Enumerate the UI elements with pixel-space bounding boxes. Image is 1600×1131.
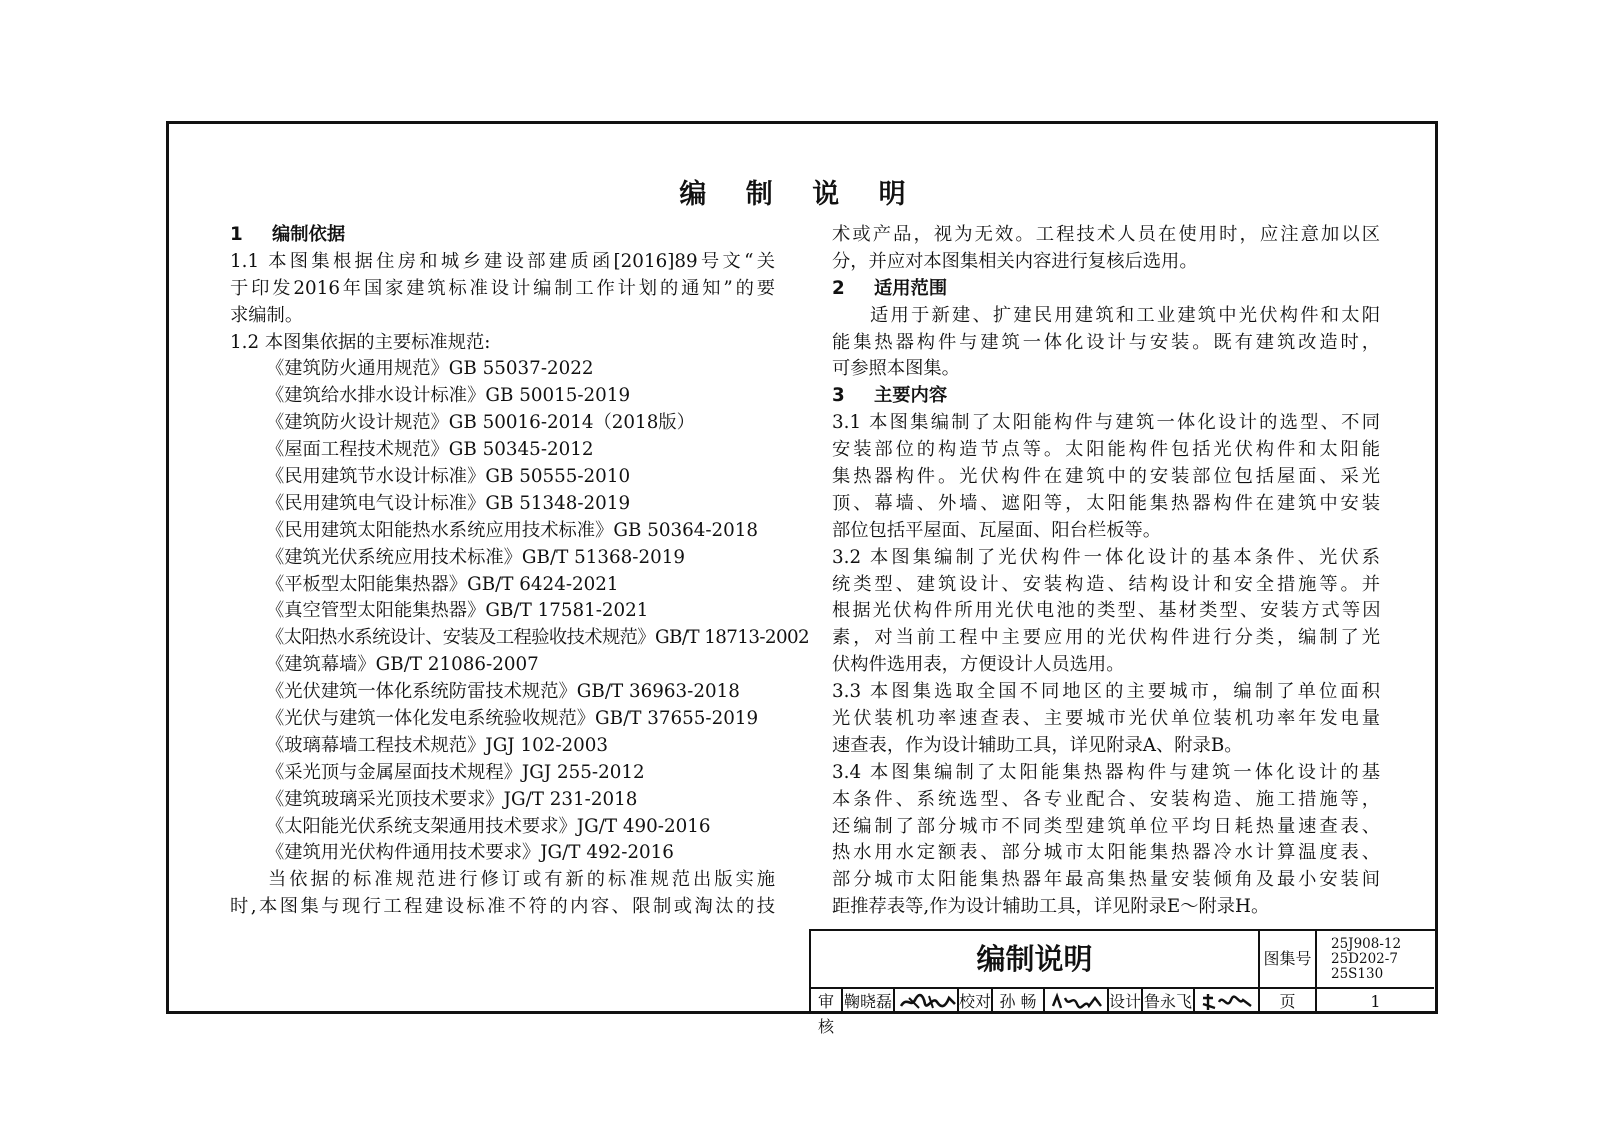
- section-1-heading: [230, 222, 775, 249]
- paragraph-line: 统类型、建筑设计、安装构造、结构设计和安全措施等。并: [832, 573, 1380, 595]
- paragraph-line: 部分城市太阳能集热器年最高集热量安装倾角及最小安装间: [832, 869, 1380, 891]
- page-label: 页: [1260, 989, 1317, 1014]
- paragraph-line: 伏构件选用表，方便设计人员选用。: [832, 654, 1125, 676]
- reviewer-signature: [895, 989, 959, 1014]
- standard-item: 《真空管型太阳能集热器》GB/T 17581-2021: [266, 600, 649, 622]
- left-column: [230, 222, 810, 921]
- right-column: [832, 222, 1380, 921]
- standard-item: 《太阳热水系统设计、安装及工程验收技术规范》GB/T 18713-2002: [266, 627, 810, 649]
- standard-item: 《玻璃幕墙工程技术规范》JGJ 102-2003: [266, 734, 609, 756]
- paragraph-line: 1.1 本图集根据住房和城乡建设部建质函[2016]89号文“关: [230, 250, 775, 272]
- section-number: 2: [832, 277, 845, 299]
- atlas-number: 25S130: [1331, 966, 1384, 982]
- paragraph-line: 本条件、系统选型、各专业配合、安装构造、施工措施等，: [832, 788, 1380, 810]
- paragraph-line: 素，对当前工程中主要应用的光伏构件进行分类，编制了光: [832, 627, 1380, 649]
- standard-item: 《民用建筑节水设计标准》GB 50555-2010: [266, 466, 631, 488]
- standard-item: 《建筑玻璃采光顶技术要求》JG/T 231-2018: [266, 788, 638, 810]
- standard-item: 《屋面工程技术规范》GB 50345-2012: [266, 439, 594, 461]
- paragraph-line: 时,本图集与现行工程建设标准不符的内容、限制或淘汰的技: [230, 896, 775, 918]
- section-number: 3: [832, 385, 845, 407]
- section-2-heading: [832, 276, 1380, 303]
- standards-list: [230, 356, 810, 867]
- title-block: [809, 929, 1438, 1036]
- section-3-heading: [832, 383, 1380, 410]
- design-label: 设计: [1109, 989, 1143, 1014]
- standard-item: 《建筑防火设计规范》GB 50016-2014（2018版）: [266, 412, 695, 434]
- paragraph-line: 可参照本图集。: [832, 358, 960, 380]
- standard-item: 《太阳能光伏系统支架通用技术要求》JG/T 490-2016: [266, 815, 711, 837]
- checker-name: 孙 畅: [993, 989, 1045, 1014]
- section-title: 编制依据: [272, 224, 346, 245]
- section-title: 适用范围: [874, 277, 948, 299]
- checker-signature: [1045, 989, 1109, 1014]
- paragraph-line: 距推荐表等,作为设计辅助工具，详见附录E～附录H。: [832, 896, 1270, 918]
- atlas-numbers: [1317, 931, 1434, 989]
- standard-item: 《建筑防火通用规范》GB 55037-2022: [266, 358, 594, 380]
- paragraph-line: 求编制。: [230, 304, 304, 326]
- atlas-number-label: 图集号: [1260, 931, 1317, 989]
- paragraph-line: 集热器构件。光伏构件在建筑中的安装部位包括屋面、采光: [832, 466, 1380, 488]
- standard-item: 《平板型太阳能集热器》GB/T 6424-2021: [266, 573, 619, 595]
- signature-row: [811, 989, 1440, 1036]
- standard-item: 《建筑光伏系统应用技术标准》GB/T 51368-2019: [266, 546, 685, 568]
- designer-signature: [1195, 989, 1260, 1014]
- standard-item: 《建筑给水排水设计标准》GB 50015-2019: [266, 385, 631, 407]
- paragraph-line: 热水用水定额表、部分城市太阳能集热器冷水计算温度表、: [832, 842, 1380, 864]
- atlas-number: 25J908-12: [1331, 936, 1402, 952]
- paragraph-line: 速查表，作为设计辅助工具，详见附录A、附录B。: [832, 734, 1243, 756]
- atlas-number: 25D202-7: [1331, 951, 1398, 967]
- paragraph-line: 于印发2016年国家建筑标准设计编制工作计划的通知”的要: [230, 277, 775, 299]
- standard-item: 《采光顶与金属屋面技术规程》JGJ 255-2012: [266, 761, 645, 783]
- paragraph-line: 3.4 本图集编制了太阳能集热器构件与建筑一体化设计的基: [832, 761, 1380, 783]
- standard-item: 《光伏建筑一体化系统防雷技术规范》GB/T 36963-2018: [266, 681, 740, 703]
- paragraph-line: 还编制了部分城市不同类型建筑单位平均日耗热量速查表、: [832, 815, 1380, 837]
- paragraph-line: 3.2 本图集编制了光伏构件一体化设计的基本条件、光伏系: [832, 546, 1380, 568]
- designer-name: 鲁永飞: [1143, 989, 1195, 1014]
- drawing-title: 编制说明: [811, 931, 1260, 989]
- review-label: 审核: [811, 989, 843, 1014]
- section-number: 1: [230, 224, 243, 245]
- check-label: 校对: [959, 989, 993, 1014]
- paragraph-line: 部位包括平屋面、瓦屋面、阳台栏板等。: [832, 519, 1162, 541]
- paragraph-line: 顶、幕墙、外墙、遮阳等，太阳能集热器构件在建筑中安装: [832, 492, 1380, 514]
- paragraph-line: 分，并应对本图集相关内容进行复核后选用。: [832, 250, 1198, 272]
- standard-item: 《建筑幕墙》GB/T 21086-2007: [266, 654, 539, 676]
- paragraph-line: 光伏装机功率速查表、主要城市光伏单位装机功率年发电量: [832, 708, 1380, 730]
- paragraph-line: 术或产品，视为无效。工程技术人员在使用时，应注意加以区: [832, 224, 1380, 245]
- paragraph-line: 3.1 本图集编制了太阳能构件与建筑一体化设计的选型、不同: [832, 412, 1380, 434]
- standard-item: 《光伏与建筑一体化发电系统验收规范》GB/T 37655-2019: [266, 708, 759, 730]
- paragraph-line: 根据光伏构件所用光伏电池的类型、基材类型、安装方式等因: [832, 600, 1380, 622]
- section-title: 主要内容: [874, 385, 948, 407]
- paragraph-line: 3.3 本图集选取全国不同地区的主要城市，编制了单位面积: [832, 681, 1380, 703]
- standard-item: 《民用建筑太阳能热水系统应用技术标准》GB 50364-2018: [266, 519, 759, 541]
- page-number: 1: [1370, 992, 1381, 1011]
- reviewer-name: 鞠晓磊: [843, 989, 895, 1014]
- page-title: 编 制 说 明: [679, 179, 921, 210]
- paragraph-line: 1.2 本图集依据的主要标准规范:: [230, 331, 491, 353]
- paragraph-line: 安装部位的构造节点等。太阳能构件包括光伏构件和太阳能: [832, 439, 1380, 461]
- paragraph-line: 适用于新建、扩建民用建筑和工业建筑中光伏构件和太阳: [870, 304, 1380, 326]
- paragraph-line: 能集热器构件与建筑一体化设计与安装。既有建筑改造时，: [832, 331, 1380, 353]
- standard-item: 《建筑用光伏构件通用技术要求》JG/T 492-2016: [266, 842, 674, 864]
- paragraph-line: 当依据的标准规范进行修订或有新的标准规范出版实施: [268, 869, 775, 891]
- standard-item: 《民用建筑电气设计标准》GB 51348-2019: [266, 492, 631, 514]
